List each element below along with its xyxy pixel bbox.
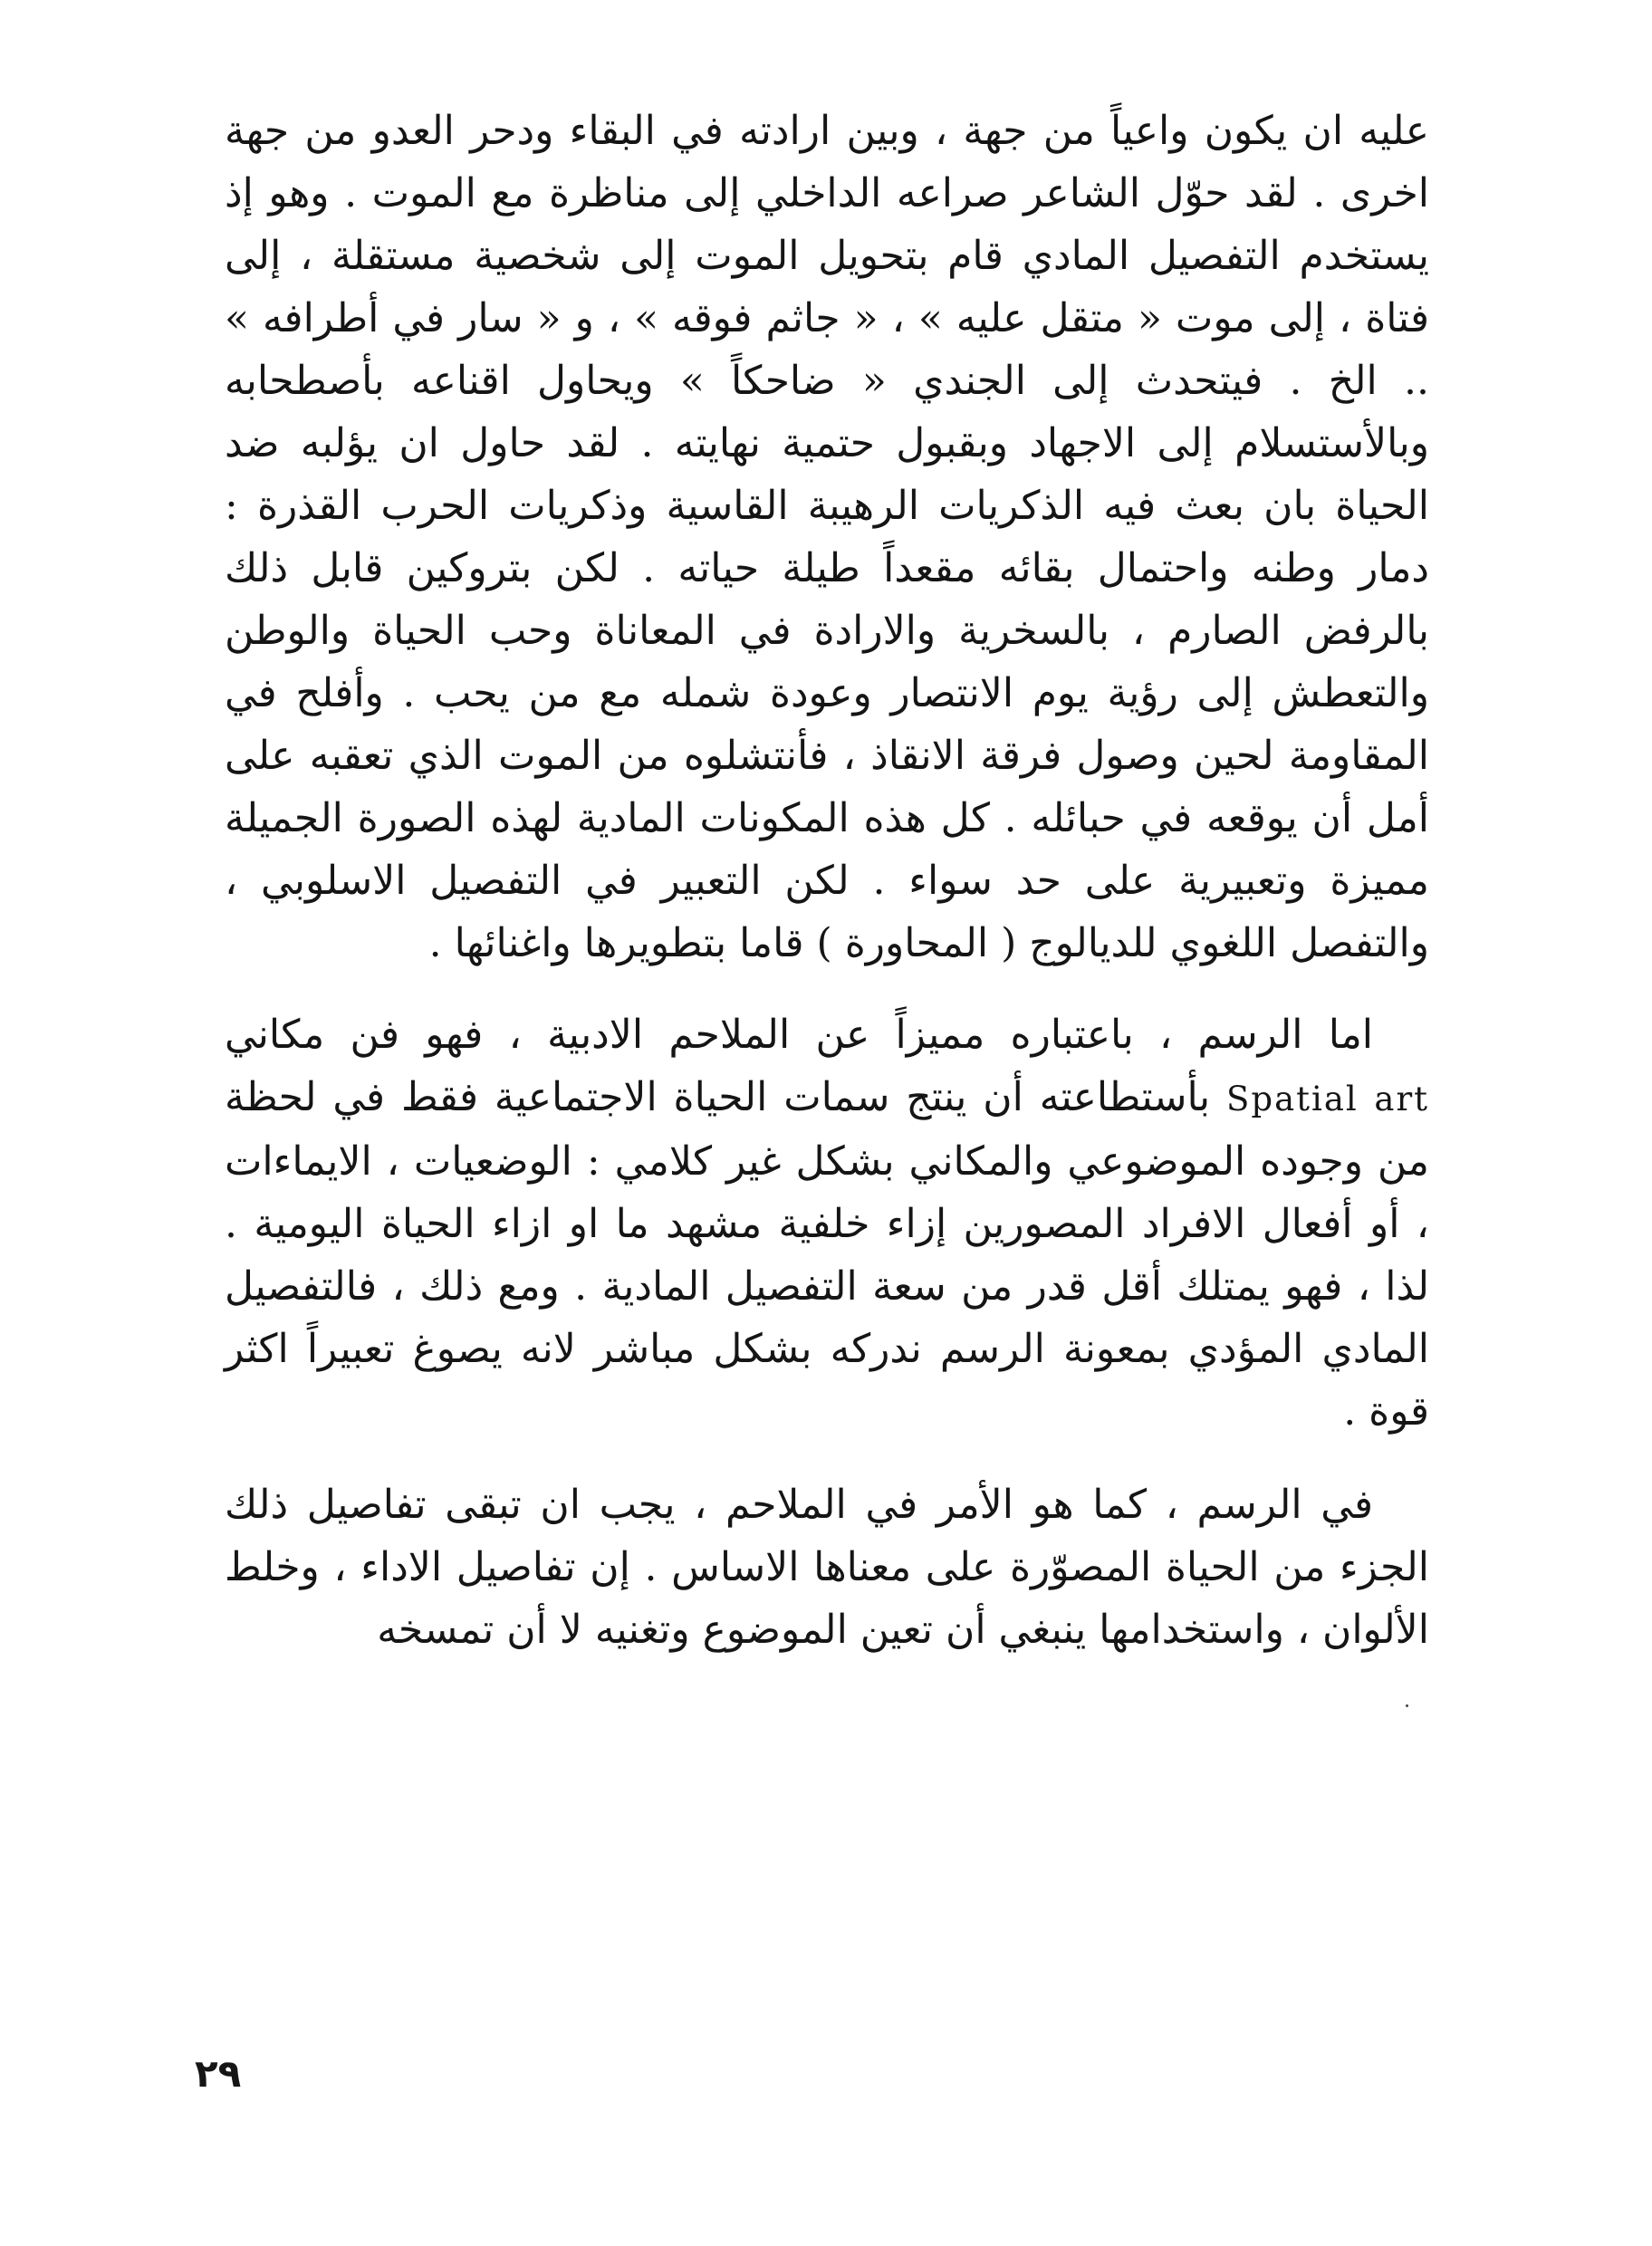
paragraph-1: عليه ان يكون واعياً من جهة ، وبين ارادته في البقاء ودحر العدو من جهة اخرى . لقد حوّل الشاعر صراعه الداخلي إلى مناظرة مع الموت . وهو إذ يستخدم التفصيل المادي قام بتحويل الموت إلى شخصية مستقلة ، إلى فتاة ، إلى موت « متقل عليه » ، « جاثم فوقه » ، و « سار في أطرافه » .. الخ . فيتحدث إلى الجندي « ضاحكاً » ويحاول اقناعه بأصطحابه وبالأستسلام إلى الاجهاد وبقبول حتمية نهايته . لقد حاول ان يؤلبه ضد الحياة بان بعث فيه الذكريات الرهيبة القاسية وذكريات الحرب القذرة : دمار وطنه واحتمال بقائه مقعداً طيلة حياته . لكن بتروكين قابل ذلك بالرفض الصارم ، بالسخرية والارادة في المعاناة وحب الحياة والوطن والتعطش إلى رؤية يوم الانتصار وعودة شمله مع من يحب . وأفلح في المقاومة لحين وصول فرقة الانقاذ ، فأنتشلوه من الموت الذي تعقبه على أمل أن يوقعه في حبائله . كل هذه المكونات المادية لهذه الصورة الجميلة مميزة وتعبيرية على حد سواء . لكن التعبير في التفصيل الاسلوبي ، والتفصل اللغوي للديالوج ( المحاورة ) قاما بتطويرها واغنائها .: [225, 108, 1429, 966]
page-number: ٢٩: [195, 2051, 242, 2096]
paragraph-2-text-before: اما الرسم ، باعتباره مميزاً عن الملاحم الادبية ، فهو فن مكاني: [225, 1012, 1373, 1058]
latin-term: Spatial art: [1226, 1080, 1430, 1118]
document-page: [225, 100, 1429, 1661]
scan-speck: [1406, 1704, 1408, 1707]
paragraph-2: [225, 1003, 1429, 1443]
paragraph-3: في الرسم ، كما هو الأمر في الملاحم ، يجب ان تبقى تفاصيل ذلك الجزء من الحياة المصوّرة على معناها الاساس . إن تفاصيل الاداء ، وخلط الألوان ، واستخدامها ينبغي أن تعين الموضوع وتغنيه لا أن تمسخه: [225, 1482, 1429, 1653]
paragraph-2-text-after: بأستطاعته أن ينتج سمات الحياة الاجتماعية فقط في لحظة من وجوده الموضوعي والمكاني بشكل غير كلامي : الوضعيات ، الايماءات ، أو أفعال الافراد المصورين إزاء خلفية مشهد ما او ازاء الحياة اليومية . لذا ، فهو يمتلك أقل قدر من سعة التفصيل المادية . ومع ذلك ، فالتفصيل المادي المؤدي بمعونة الرسم ندركه بشكل مباشر لانه يصوغ تعبيراً اكثر قوة .: [225, 1074, 1429, 1435]
